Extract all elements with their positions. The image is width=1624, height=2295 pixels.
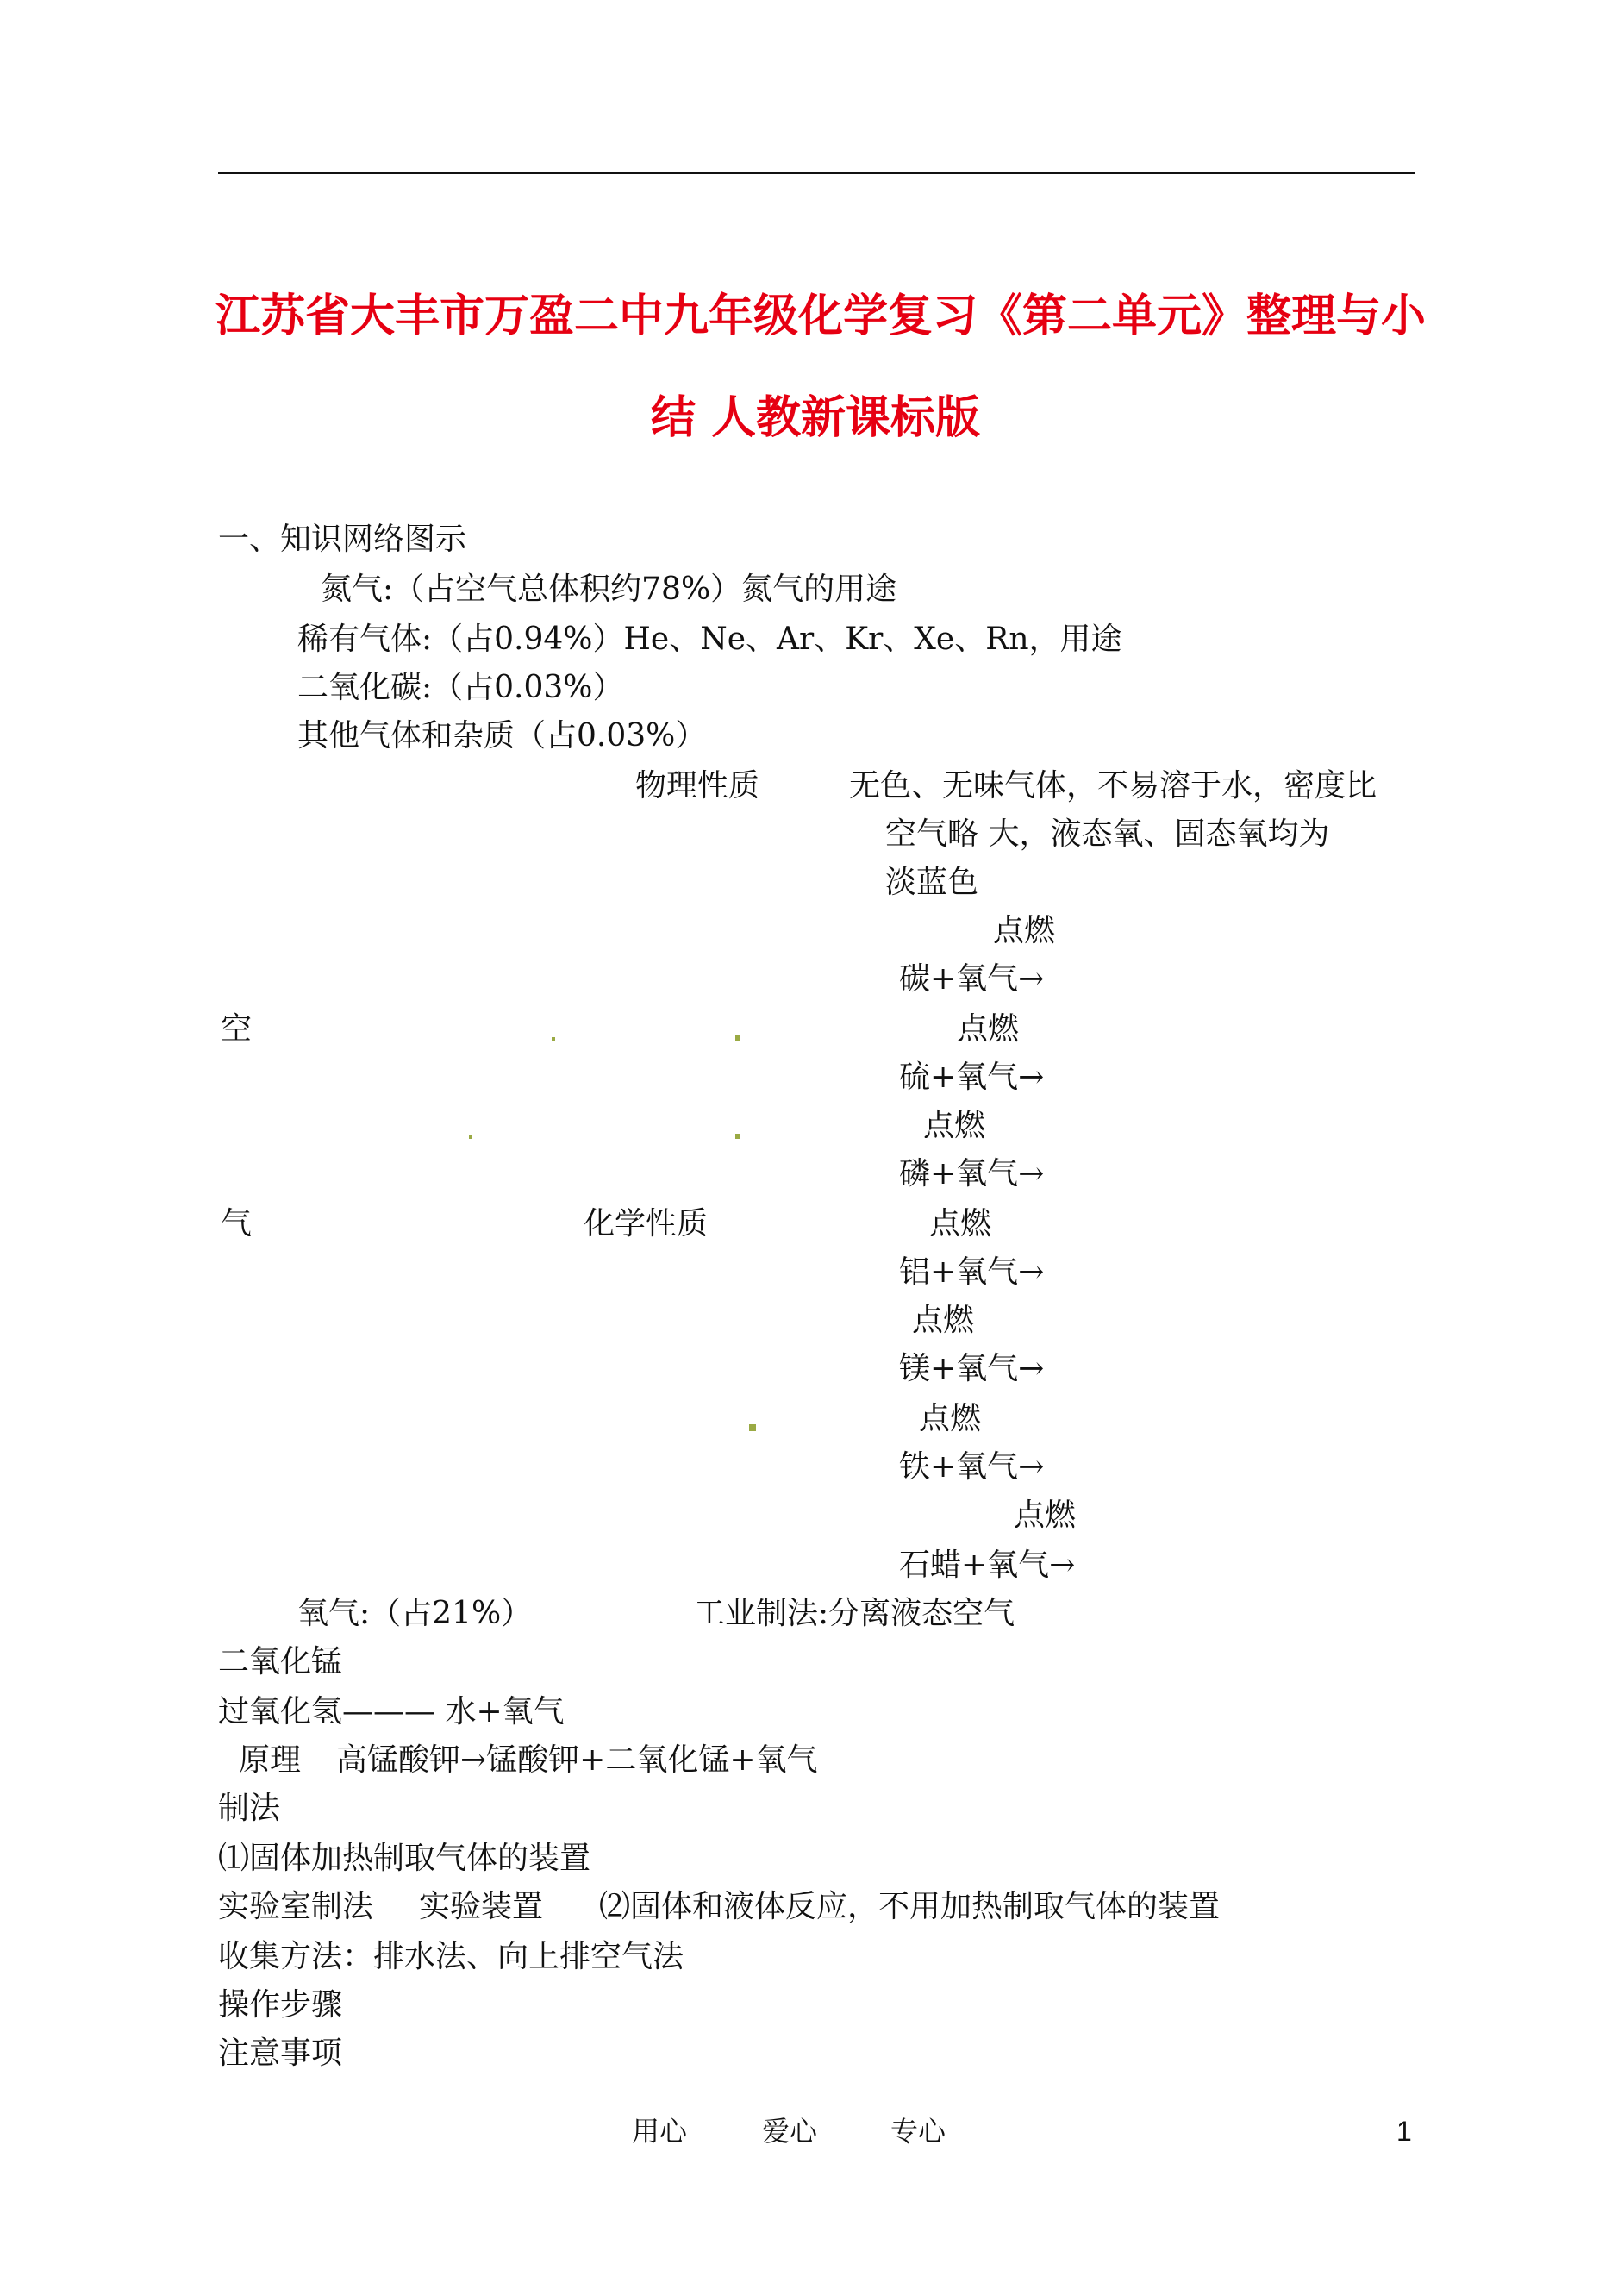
header-rule (218, 172, 1415, 174)
condition-ignite-phosphorus: 点燃 (923, 1108, 986, 1143)
reaction-iron: 铁+氧气→ (899, 1449, 1045, 1485)
physical-properties-line-2: 空气略 大，液态氧、固态氧均为 (885, 816, 1330, 852)
footer-middle: 爱心 (762, 2115, 818, 2148)
bracket-mark (749, 1424, 756, 1431)
physical-properties-line-3: 淡蓝色 (885, 865, 979, 900)
operation-steps: 操作步骤 (218, 1987, 343, 2023)
other-gases-line: 其他气体和杂质（占0.03%） (297, 718, 707, 754)
bracket-mark (735, 1035, 740, 1041)
oxygen-label: 氧气:（占21%） (297, 1596, 533, 1631)
chemical-properties-label: 化学性质 (584, 1206, 709, 1241)
reaction-carbon: 碳+氧气→ (899, 961, 1045, 997)
condition-ignite-paraffin: 点燃 (1014, 1498, 1077, 1533)
catalyst-label: 二氧化锰 (218, 1644, 343, 1679)
carbon-dioxide-line: 二氧化碳:（占0.03%） (297, 670, 624, 705)
document-title-line-2: 结 人教新课标版 (650, 392, 981, 444)
apparatus-label: 实验装置 (419, 1889, 544, 1924)
reaction-aluminum: 铝+氧气→ (899, 1254, 1045, 1290)
physical-properties-line-1: 无色、无味气体，不易溶于水，密度比 (849, 768, 1377, 804)
bracket-mark (552, 1037, 555, 1041)
condition-ignite-carbon: 点燃 (993, 913, 1056, 948)
nitrogen-line: 氮气:（占空气总体积约78%）氮气的用途 (321, 572, 897, 607)
industrial-method: 工业制法:分离液态空气 (694, 1596, 1015, 1631)
bracket-mark (735, 1134, 740, 1139)
condition-ignite-iron: 点燃 (919, 1401, 982, 1436)
condition-ignite-sulfur: 点燃 (957, 1011, 1020, 1047)
reaction-sulfur: 硫+氧气→ (899, 1060, 1045, 1095)
page-number: 1 (1396, 2116, 1412, 2147)
precautions: 注意事项 (218, 2035, 343, 2071)
section-heading: 一、知识网络图示 (218, 522, 467, 557)
air-label-char-1: 空 (221, 1011, 253, 1047)
footer-left: 用心 (632, 2115, 688, 2148)
reaction-magnesium: 镁+氧气→ (899, 1351, 1045, 1386)
method-label: 制法 (218, 1791, 281, 1826)
lab-method-label: 实验室制法 (218, 1889, 374, 1924)
footer-right: 专心 (890, 2115, 946, 2148)
collection-methods: 收集方法：排水法、向上排空气法 (218, 1939, 684, 1974)
air-label-char-2: 气 (221, 1206, 253, 1241)
condition-ignite-magnesium: 点燃 (912, 1303, 975, 1338)
permanganate-reaction: 高锰酸钾→锰酸钾+二氧化锰+氧气 (336, 1742, 818, 1778)
hydrogen-peroxide-reaction: 过氧化氢——— 水+氧气 (218, 1694, 565, 1729)
reaction-paraffin: 石蜡+氧气→ (899, 1548, 1076, 1583)
document-title-line-1: 江苏省大丰市万盈二中九年级化学复习《第二单元》整理与小 (215, 291, 1427, 342)
physical-properties-label: 物理性质 (635, 768, 760, 804)
condition-ignite-aluminum: 点燃 (929, 1206, 992, 1241)
apparatus-solid-heating: ⑴固体加热制取气体的装置 (218, 1841, 591, 1876)
principle-label: 原理 (239, 1742, 302, 1778)
apparatus-solid-liquid: ⑵固体和液体反应，不用加热制取气体的装置 (599, 1889, 1221, 1924)
noble-gases-line: 稀有气体:（占0.94%）He、Ne、Ar、Kr、Xe、Rn，用途 (297, 622, 1122, 657)
reaction-phosphorus: 磷+氧气→ (899, 1156, 1045, 1191)
bracket-mark (469, 1135, 472, 1139)
